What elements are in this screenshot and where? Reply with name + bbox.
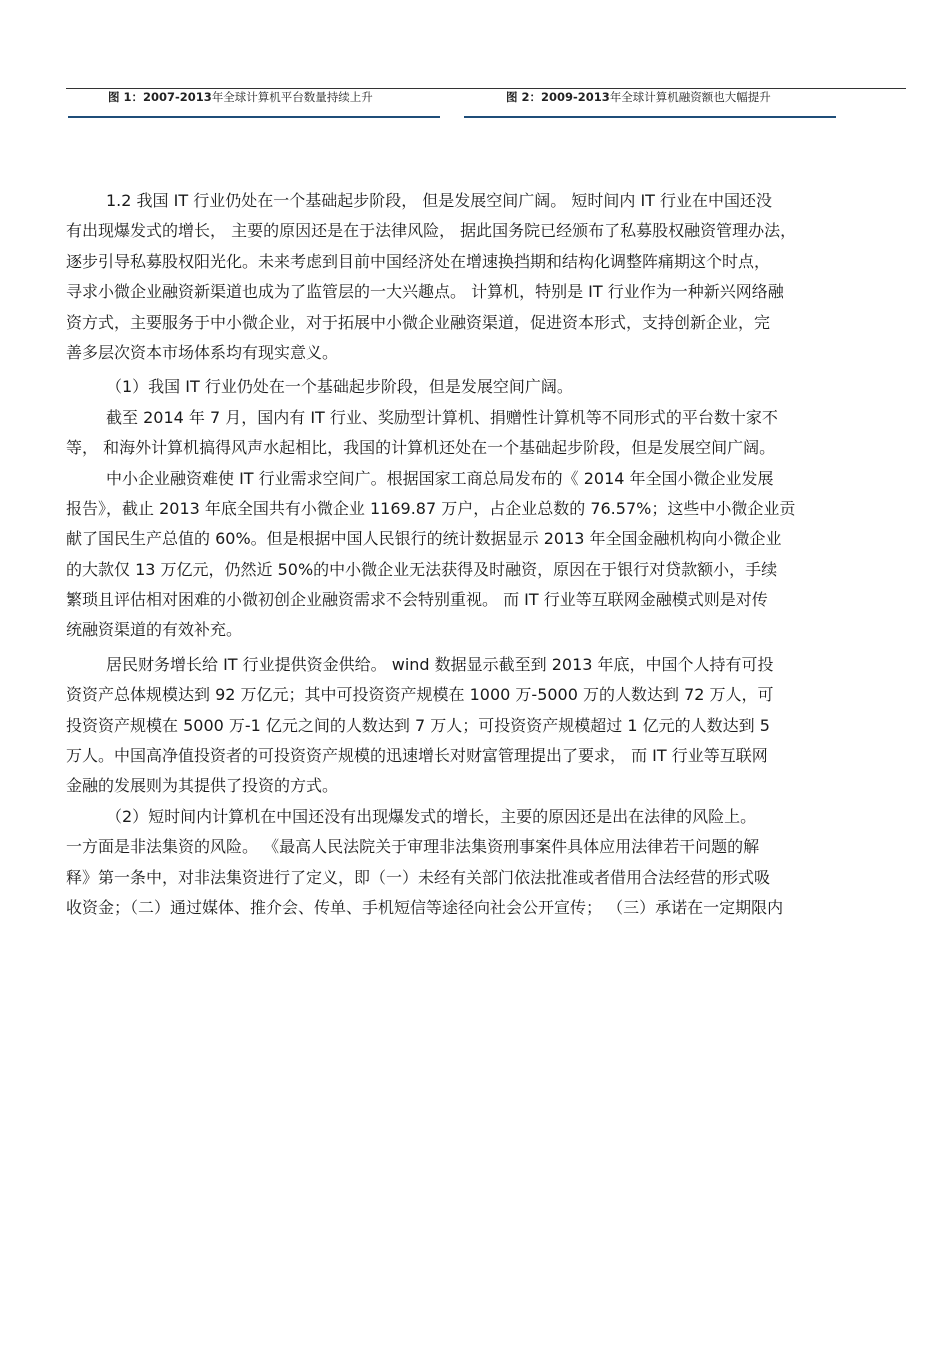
text-line: 善多层次资本市场体系均有现实意义。 xyxy=(66,342,339,362)
text-line: 有出现爆发式的增长， 主要的原因还是在于法律风险， 据此国务院已经颁布了私募股权融资管理办法， xyxy=(66,221,797,241)
text-line: 居民财务增长给 IT 行业提供资金供给。 wind 数据显示截至到 2013 年底，中国个人持有可投 xyxy=(106,654,774,674)
text-line: 1.2 我国 IT 行业仍处在一个基础起步阶段， 但是发展空间广阔。 短时间内 IT 行业在中国还没 xyxy=(106,191,773,210)
text-line: 中小企业融资难使 IT 行业需求空间广。根据国家工商总局发布的《 2014 年全国小微企业发展 xyxy=(106,468,774,488)
text-line: 收资金；（二）通过媒体、推介会、传单、手机短信等途径向社会公开宣传； （三）承诺在一定期限内 xyxy=(66,897,784,917)
figure-2-rule xyxy=(464,116,836,118)
paragraph xyxy=(66,464,906,646)
text-line: 献了国民生产总值的 60%。但是根据中国人民银行的统计数据显示 2013 年全国金融机构向小微企业 xyxy=(66,529,782,549)
paragraph xyxy=(66,802,906,832)
text-line: 一方面是非法集资的风险。 《最高人民法院关于审理非法集资刑事案件具体应用法律若干问题的解 xyxy=(66,837,760,857)
paragraph xyxy=(66,650,906,802)
text-line: 逐步引导私募股权阳光化。未来考虑到目前中国经济处在增速换挡期和结构化调整阵痛期这个时点， xyxy=(66,251,771,271)
text-line: 万人。中国高净值投资者的可投资资产规模的迅速增长对财富管理提出了要求， 而 IT 行业等互联网 xyxy=(66,746,768,766)
text-line: （1）我国 IT 行业仍处在一个基础起步阶段，但是发展空间广阔。 xyxy=(106,377,573,397)
text-line: 释》第一条中，对非法集资进行了定义，即（一）未经有关部门依法批准或者借用合法经营的形式吸 xyxy=(66,867,771,887)
figure-2-text: 年全球计算机融资额也大幅提升 xyxy=(609,90,771,104)
text-line: 资方式，主要服务于中小微企业，对于拓展中小微企业融资渠道，促进资本形式，支持创新企业，完 xyxy=(66,312,771,332)
figure-1-rule xyxy=(68,116,440,118)
text-line: 投资资产规模在 5000 万-1 亿元之间的人数达到 7 万人；可投资资产规模超过 1 亿元的人数达到 5 xyxy=(66,715,770,735)
text-line: 的大款仅 13 万亿元，仍然近 50%的中小微企业无法获得及时融资，原因在于银行对贷款额小，手续 xyxy=(66,559,778,579)
text-line: 金融的发展则为其提供了投资的方式。 xyxy=(66,776,339,796)
text-line: 繁琐且评估相对困难的小微初创企业融资需求不会特别重视。 而 IT 行业等互联网金融模式则是对传 xyxy=(66,590,768,610)
paragraph xyxy=(66,832,906,923)
paragraph xyxy=(66,403,906,464)
text-line: 资资产总体规模达到 92 万亿元；其中可投资资产规模在 1000 万-5000 万的人数达到 72 万人，可 xyxy=(66,685,774,705)
paragraph xyxy=(66,372,906,402)
figure-1-caption xyxy=(108,90,373,104)
figure-2-caption xyxy=(506,90,771,104)
text-line: 等， 和海外计算机搞得风声水起相比，我国的计算机还处在一个基础起步阶段，但是发展空间广阔。 xyxy=(66,438,776,458)
text-line: （2）短时间内计算机在中国还没有出现爆发式的增长，主要的原因还是出在法律的风险上。 xyxy=(106,806,757,826)
text-line: 截至 2014 年 7 月，国内有 IT 行业、奖励型计算机、捐赠性计算机等不同形式的平台数十家不 xyxy=(106,407,778,427)
body-text xyxy=(66,186,906,923)
figure-1-range: 2007-2013 xyxy=(143,90,212,104)
text-line: 寻求小微企业融资新渠道也成为了监管层的一大兴趣点。 计算机，特别是 IT 行业作为一种新兴网络融 xyxy=(66,282,784,302)
paragraph xyxy=(66,186,906,368)
figure-1-label: 图 1： xyxy=(108,90,144,104)
figure-2-label: 图 2： xyxy=(506,90,542,104)
header-rule xyxy=(66,88,906,89)
text-line: 报告》，截止 2013 年底全国共有小微企业 1169.87 万户，占企业总数的 76.57%；这些中小微企业贡 xyxy=(66,498,796,518)
figure-2-range: 2009-2013 xyxy=(541,90,610,104)
text-line: 统融资渠道的有效补充。 xyxy=(66,620,243,640)
figure-1-text: 年全球计算机平台数量持续上升 xyxy=(211,90,373,104)
